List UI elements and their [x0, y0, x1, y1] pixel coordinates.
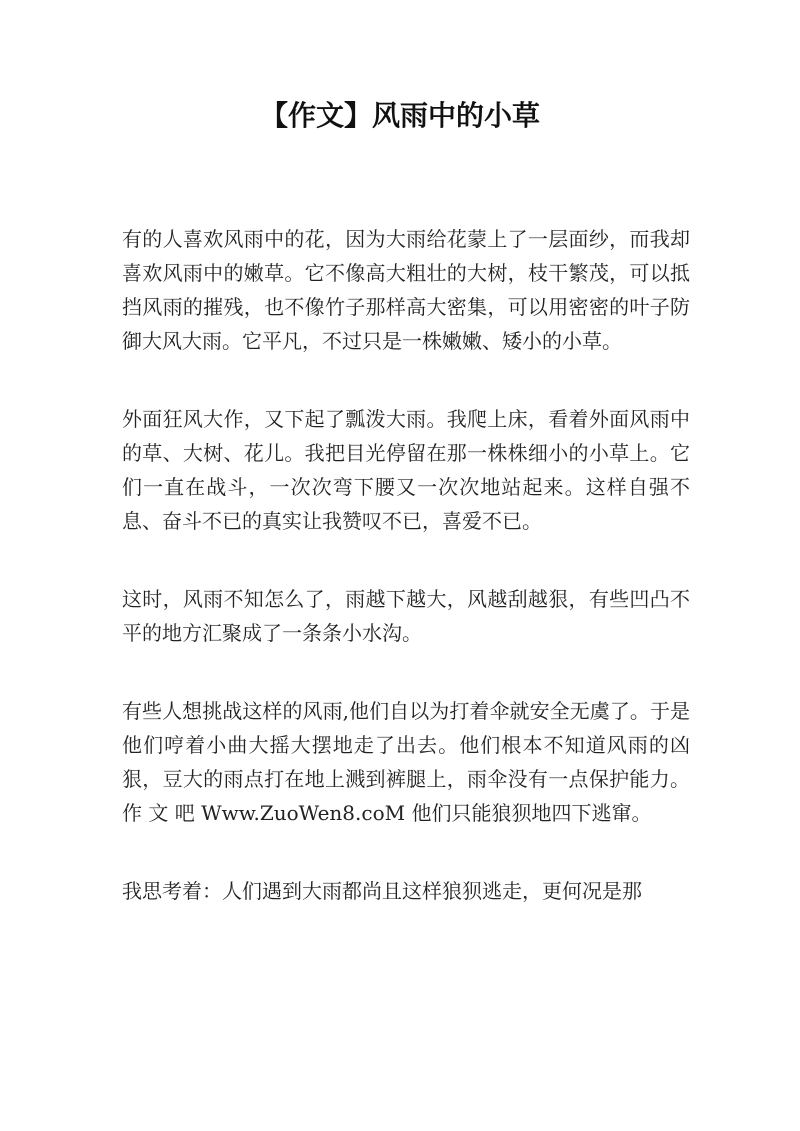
paragraph-1: 有的人喜欢风雨中的花，因为大雨给花蒙上了一层面纱，而我却喜欢风雨中的嫩草。它不像高大粗壮的大树，枝干繁茂，可以抵挡风雨的摧残，也不像竹子那样高大密集，可以用密密的叶子防御大风大雨。它平凡，不过只是一株嫩嫩、矮小的小草。: [122, 227, 690, 353]
paragraph-2: 外面狂风大作，又下起了瓢泼大雨。我爬上床，看着外面风雨中的草、大树、花儿。我把目光停留在那一株株细小的小草上。它们一直在战斗，一次次弯下腰又一次次地站起来。这样自强不息、奋斗不已的真实让我赞叹不已，喜爱不已。: [122, 407, 690, 533]
document-title: 【作文】风雨中的小草: [259, 99, 540, 132]
document-body: [122, 222, 690, 952]
paragraph-3: 这时，风雨不知怎么了，雨越下越大，风越刮越狠，有些凹凸不平的地方汇聚成了一条条小水沟。: [122, 587, 690, 645]
paragraph-4: 有些人想挑战这样的风雨,他们自以为打着伞就安全无虞了。于是他们哼着小曲大摇大摆地走了出去。他们根本不知道风雨的凶狠，豆大的雨点打在地上溅到裤腿上，雨伞没有一点保护能力。作 文 吧 Www.ZuoWen8.coM 他们只能狼狈地四下逃窜。: [122, 699, 690, 825]
paragraph-5: 我思考着：人们遇到大雨都尚且这样狼狈逃走，更何况是那: [122, 879, 642, 903]
